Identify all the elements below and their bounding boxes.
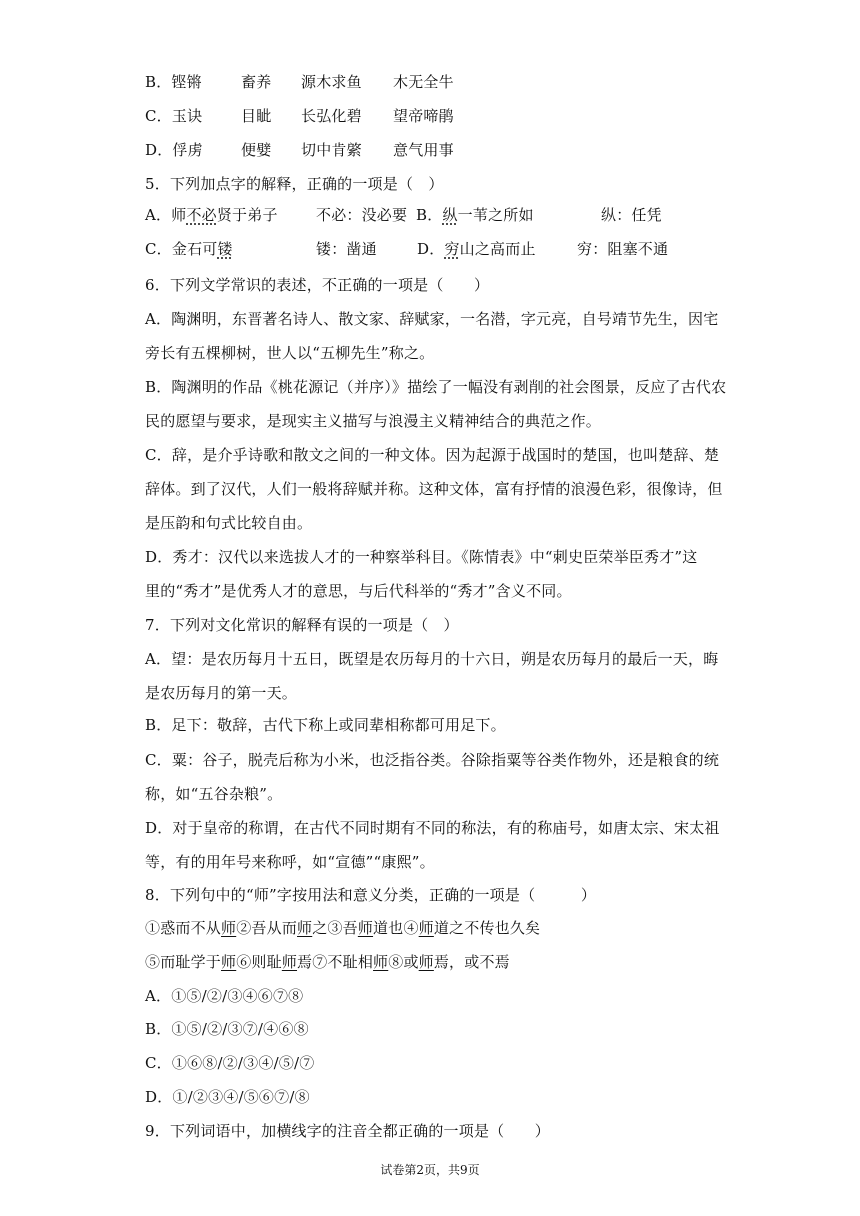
q6-option-a: A．陶渊明，东晋著名诗人、散文家、辞赋家，一名潜，字元亮，自号靖节先生，因宅	[145, 310, 719, 328]
q8-option-d: D．①/②③④/⑤⑥⑦/⑧	[145, 1088, 310, 1106]
q5-options-ab: A．师不必贤于弟子 不必：没必要 B．纵一苇之所如 纵：任凭	[145, 206, 662, 224]
q7-option-c: C．粟：谷子，脱壳后称为小米，也泛指谷类。谷除指粟等谷类作物外，还是粮食的统	[145, 751, 720, 769]
q4-option-d: D．俘虏 便嬖 切中肯綮 意气用事	[145, 141, 454, 159]
q4-option-c: C．玉诀 目眦 长弘化碧 望帝啼鹃	[145, 107, 454, 125]
q6-option-c-cont2: 是压韵和句式比较自由。	[145, 514, 313, 532]
q7-option-a: A．望：是农历每月十五日，既望是农历每月的十六日，朔是农历每月的最后一天，晦	[145, 650, 719, 668]
q7-option-c-cont: 称，如“五谷杂粮”。	[145, 785, 283, 803]
q6-option-b: B．陶渊明的作品《桃花源记（并序）》描绘了一幅没有剥削的社会图景，反应了古代农	[145, 378, 727, 396]
q6-stem: 6．下列文学常识的表述，不正确的一项是（ ）	[145, 276, 490, 294]
q6-option-a-cont: 旁长有五棵柳树，世人以“五柳先生”称之。	[145, 344, 435, 362]
q7-stem: 7．下列对文化常识的解释有误的一项是（ ）	[145, 616, 459, 634]
q7-option-d: D．对于皇帝的称谓，在古代不同时期有不同的称法，有的称庙号，如唐太宗、宋太祖	[145, 819, 720, 837]
q6-option-b-cont: 民的愿望与要求，是现实主义描写与浪漫主义精神结合的典范之作。	[145, 412, 602, 430]
q8-sentence-1: ①惑而不从师②吾从而师之③吾师道也④师道之不传也久矣	[145, 919, 541, 937]
q8-option-b: B．①⑤/②/③⑦/④⑥⑧	[145, 1020, 309, 1038]
q9-stem: 9．下列词语中，加横线字的注音全都正确的一项是（ ）	[145, 1122, 550, 1140]
q7-option-a-cont: 是农历每月的第一天。	[145, 684, 298, 702]
q5-stem: 5．下列加点字的解释，正确的一项是（ ）	[145, 175, 444, 193]
q6-option-d-cont: 里的“秀才”是优秀人才的意思，与后代科举的“秀才”含义不同。	[145, 582, 572, 600]
q6-option-c-cont: 辞体。到了汉代，人们一般将辞赋并称。这种文体，富有抒情的浪漫色彩，很像诗，但	[145, 480, 723, 498]
q6-option-c: C．辞，是介乎诗歌和散文之间的一种文体。因为起源于战国时的楚国，也叫楚辞、楚	[145, 446, 720, 464]
q4-option-b: B．铿锵 畜养 源木求鱼 木无全牛	[145, 73, 454, 91]
q8-sentence-2: ⑤而耻学于师⑥则耻师焉⑦不耻相师⑧或师焉，或不焉	[145, 953, 510, 971]
q8-option-a: A．①⑤/②/③④⑥⑦⑧	[145, 987, 304, 1005]
q6-option-d: D．秀才：汉代以来选拔人才的一种察举科目。《陈情表》中“刺史臣荣举臣秀才”这	[145, 548, 698, 566]
q8-option-c: C．①⑥⑧/②/③④/⑤/⑦	[145, 1054, 315, 1072]
q7-option-b: B．足下：敬辞，古代下称上或同辈相称都可用足下。	[145, 716, 506, 734]
q7-option-d-cont: 等，有的用年号来称呼，如“宣德”“康熙”。	[145, 853, 435, 871]
q5-options-cd: C．金石可镂 镂：凿通 D．穷山之高而止 穷：阻塞不通	[145, 240, 669, 258]
q8-stem: 8．下列句中的“师”字按用法和意义分类，正确的一项是（ ）	[145, 886, 597, 904]
page-footer: 试卷第2页，共9页	[380, 1163, 480, 1177]
